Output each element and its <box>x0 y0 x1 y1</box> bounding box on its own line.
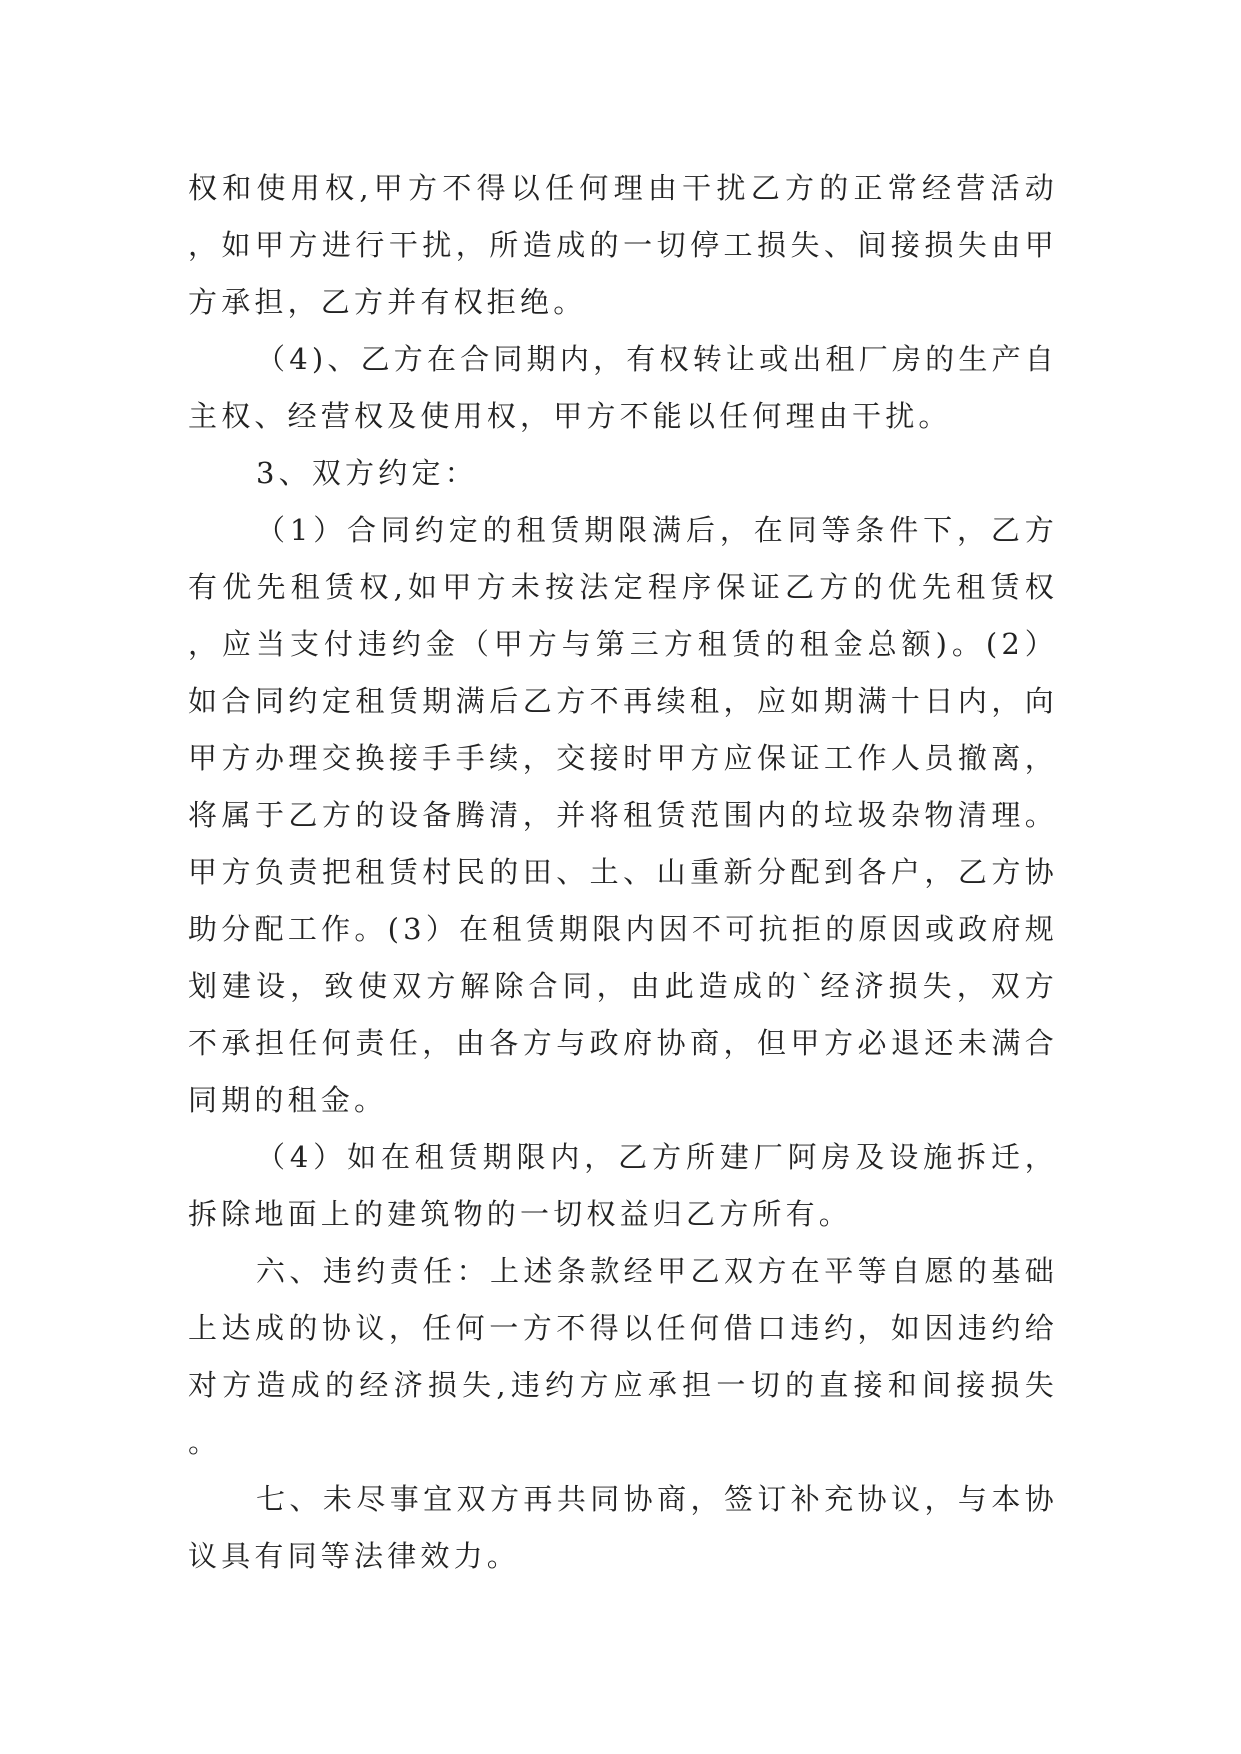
paragraph-clauses-1-to-3: （1）合同约定的租赁期限满后，在同等条件下，乙方有优先租赁权,如甲方未按法定程序保证乙方的优先租赁权，应当支付违约金（甲方与第三方租赁的租金总额)。(2）如合同约定租赁期满后乙方不再续租，应如期满十日内，向甲方办理交换接手手续，交接时甲方应保证工作人员撤离，将属于乙方的设备腾清，并将租赁范围内的垃圾杂物清理。甲方负责把租赁村民的田、土、山重新分配到各户，乙方协助分配工作。(3）在租赁期限内因不可抗拒的原因或政府规划建设，致使双方解除合同，由此造成的`经济损失，双方不承担任何责任，由各方与政府协商，但甲方必退还未满合同期的租金。 <box>188 513 1058 1117</box>
paragraph-clause-4-transfer-rights: （4)、乙方在合同期内，有权转让或出租厂房的生产自主权、经营权及使用权，甲方不能以任何理由干扰。 <box>188 342 1058 433</box>
paragraph-section-6-liability: 六、违约责任：上述条款经甲乙双方在平等自愿的基础上达成的协议，任何一方不得以任何借口违约，如因违约给对方造成的经济损失,违约方应承担一切的直接和间接损失。 <box>188 1254 1058 1459</box>
paragraph-section-3-heading: 3、双方约定： <box>256 456 478 490</box>
paragraph-continuation-use-rights: 权和使用权,甲方不得以任何理由干扰乙方的正常经营活动，如甲方进行干扰，所造成的一切停工损失、间接损失由甲方承担，乙方并有权拒绝。 <box>188 171 1058 319</box>
document-body <box>188 160 1058 1585</box>
paragraph-section-7-supplementary: 七、未尽事宜双方再共同协商，签订补充协议，与本协议具有同等法律效力。 <box>188 1482 1058 1573</box>
paragraph-clause-4-demolition: （4）如在租赁期限内，乙方所建厂阿房及设施拆迁，拆除地面上的建筑物的一切权益归乙方所有。 <box>188 1140 1058 1231</box>
